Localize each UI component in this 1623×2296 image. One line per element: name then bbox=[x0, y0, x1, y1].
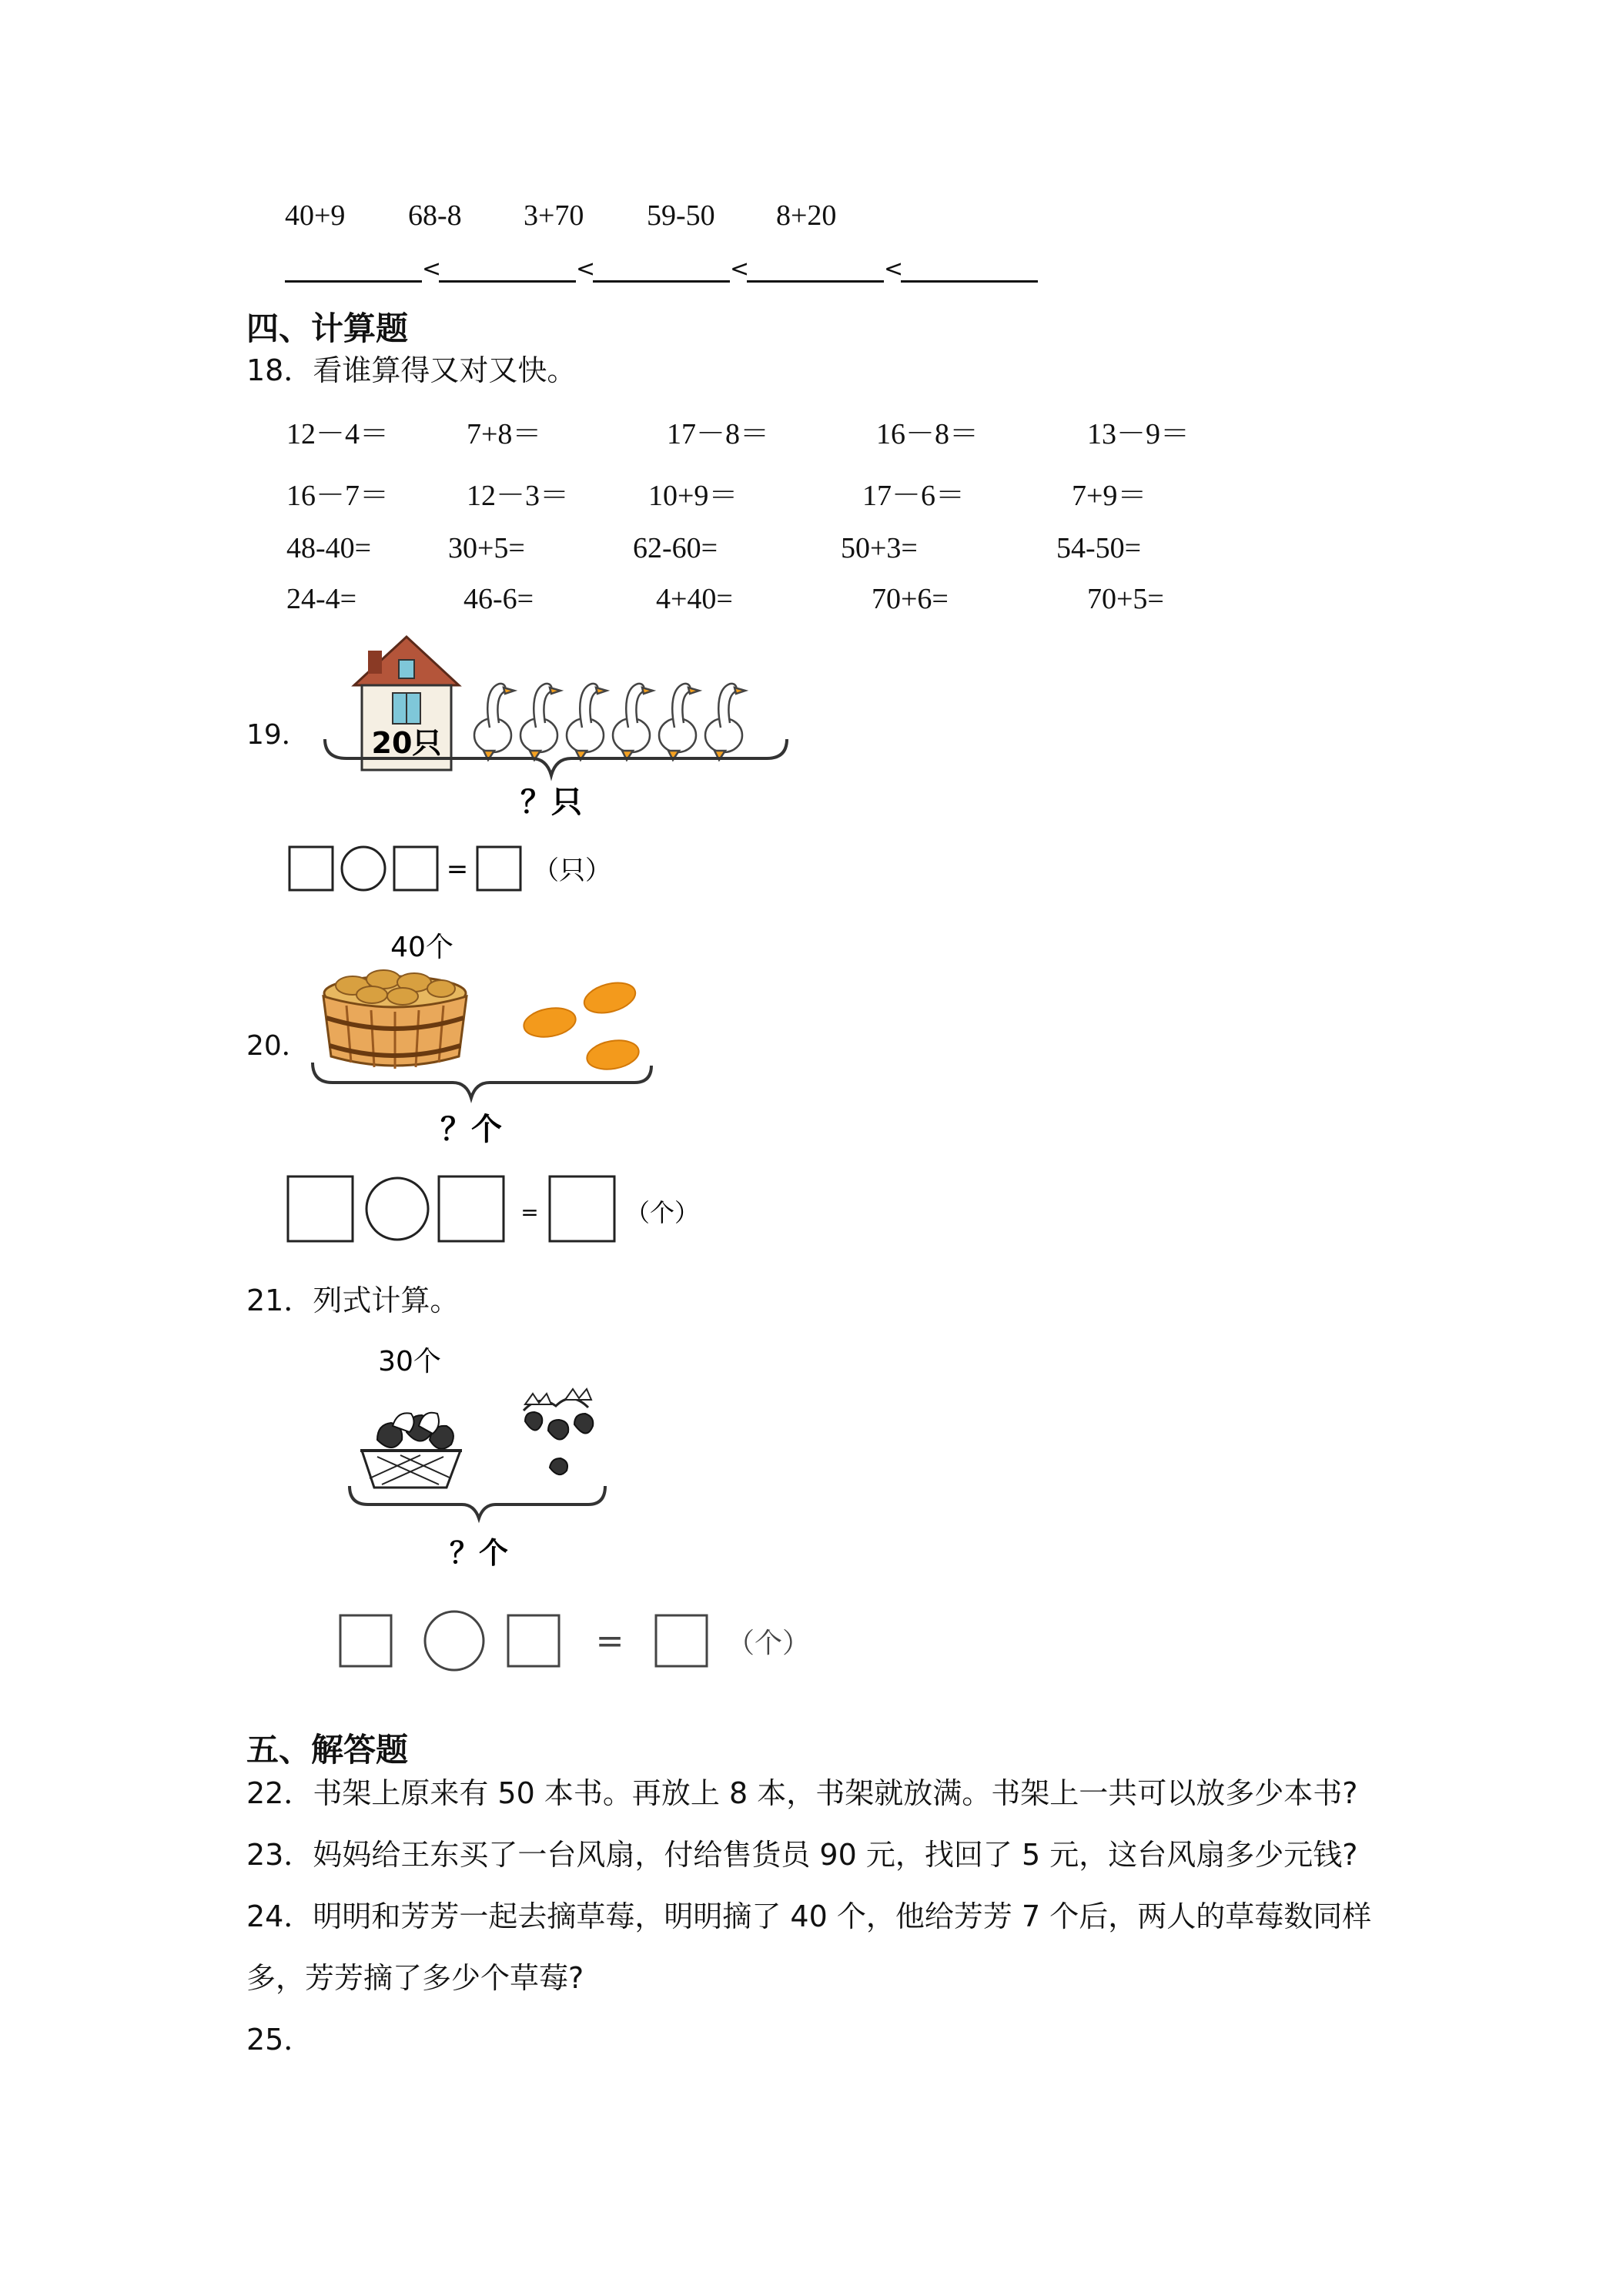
q18-item: 4+40= bbox=[656, 583, 733, 615]
q20-question-label: ？个 bbox=[440, 1112, 502, 1147]
less-than-sign: < bbox=[884, 256, 904, 283]
q23-text: 23．妈妈给王东买了一台风扇，付给售货员 90 元，找回了 5 元，这台风扇多少元钱? bbox=[246, 1838, 1358, 1872]
answer-box[interactable] bbox=[508, 1615, 559, 1666]
answer-box[interactable] bbox=[656, 1615, 707, 1666]
q24-text-line2: 多，芳芳摘了多少个草莓? bbox=[246, 1961, 584, 1995]
mango-icon bbox=[581, 978, 638, 1018]
order-expr-2: 68-8 bbox=[408, 199, 462, 232]
q19-answer-template bbox=[286, 839, 648, 901]
basket-icon bbox=[323, 970, 467, 1069]
operator-circle[interactable] bbox=[425, 1612, 484, 1670]
q18-item: 46-6= bbox=[463, 583, 534, 615]
q18-item: 50+3= bbox=[841, 532, 918, 564]
answer-blank[interactable] bbox=[439, 254, 576, 283]
q18-item: 17－8＝ bbox=[667, 418, 770, 450]
q18-item: 30+5= bbox=[448, 532, 525, 564]
q20-number: 20． bbox=[246, 1030, 310, 1062]
answer-box[interactable] bbox=[477, 847, 520, 890]
mango-icons bbox=[521, 978, 641, 1073]
goose-icons bbox=[474, 684, 745, 760]
q18-label: 18．看谁算得又对又快。 bbox=[246, 353, 577, 387]
q21-figure bbox=[346, 1340, 654, 1594]
q21-question-label: ？个 bbox=[449, 1536, 509, 1570]
q22-text: 22．书架上原来有 50 本书。再放上 8 本，书架就放满。书架上一共可以放多少本书? bbox=[246, 1776, 1358, 1810]
q18-item: 7+8＝ bbox=[467, 418, 542, 450]
answer-box[interactable] bbox=[394, 847, 437, 890]
house-label: 20只 bbox=[371, 726, 442, 760]
q18-item: 24-4= bbox=[286, 583, 357, 615]
answer-box[interactable] bbox=[439, 1176, 504, 1241]
answer-blank[interactable] bbox=[593, 254, 730, 283]
mango-icon bbox=[584, 1036, 641, 1073]
equals-sign: = bbox=[595, 1622, 624, 1661]
equals-sign: = bbox=[446, 854, 469, 885]
equals-sign: = bbox=[520, 1200, 539, 1225]
q18-item: 10+9＝ bbox=[648, 480, 738, 512]
less-than-sign: < bbox=[422, 256, 442, 283]
curly-brace-icon bbox=[350, 1486, 605, 1518]
section-5-title: 五、解答题 bbox=[246, 1731, 409, 1769]
q20-answer-template bbox=[285, 1170, 701, 1255]
strawberry-plant-icon bbox=[524, 1389, 593, 1474]
goose-icon bbox=[705, 684, 745, 760]
order-answer-line bbox=[285, 254, 1038, 283]
q19-number: 19． bbox=[246, 719, 310, 751]
q24-text-line1: 24．明明和芳芳一起去摘草莓，明明摘了 40 个，他给芳芳 7 个后，两人的草莓数同样 bbox=[246, 1899, 1372, 1933]
q18-item: 70+5= bbox=[1087, 583, 1164, 615]
q18-item: 48-40= bbox=[286, 532, 372, 564]
q18-item: 12－4＝ bbox=[286, 418, 390, 450]
unit-label: （个） bbox=[727, 1628, 811, 1659]
answer-box[interactable] bbox=[288, 1176, 353, 1241]
answer-box[interactable] bbox=[289, 847, 333, 890]
goose-icon bbox=[474, 684, 514, 760]
q18-item: 54-50= bbox=[1056, 532, 1142, 564]
order-expr-1: 40+9 bbox=[285, 199, 346, 232]
goose-icon bbox=[520, 684, 561, 760]
less-than-sign: < bbox=[576, 256, 596, 283]
order-expr-4: 59-50 bbox=[647, 199, 715, 232]
unit-label: （只） bbox=[533, 855, 611, 886]
less-than-sign: < bbox=[730, 256, 750, 283]
answer-box[interactable] bbox=[340, 1615, 391, 1666]
section-4-title: 四、计算题 bbox=[246, 310, 409, 347]
strawberry-basket-icon bbox=[360, 1413, 462, 1488]
unit-label: （个） bbox=[625, 1198, 700, 1227]
q18-item: 12－3＝ bbox=[467, 480, 570, 512]
goose-icon bbox=[613, 684, 653, 760]
q18-item: 16－8＝ bbox=[876, 418, 979, 450]
answer-box[interactable] bbox=[550, 1176, 614, 1241]
goose-icon bbox=[567, 684, 607, 760]
order-expr-3: 3+70 bbox=[524, 199, 584, 232]
q18-item: 70+6= bbox=[872, 583, 949, 615]
order-expr-5: 8+20 bbox=[776, 199, 837, 232]
q18-item: 16－7＝ bbox=[286, 480, 390, 512]
q18-item: 7+9＝ bbox=[1072, 480, 1147, 512]
goose-icon bbox=[659, 684, 699, 760]
basket-label: 30个 bbox=[378, 1346, 441, 1377]
q21-answer-template bbox=[333, 1608, 825, 1677]
q18-item: 17－6＝ bbox=[862, 480, 965, 512]
q18-item: 13－9＝ bbox=[1087, 418, 1190, 450]
q20-figure bbox=[306, 924, 661, 1155]
answer-blank[interactable] bbox=[285, 254, 422, 283]
operator-circle[interactable] bbox=[342, 847, 385, 890]
house-icon bbox=[354, 637, 459, 770]
mango-icon bbox=[521, 1004, 577, 1040]
basket-label: 40个 bbox=[390, 932, 453, 963]
answer-blank[interactable] bbox=[901, 254, 1038, 283]
answer-blank[interactable] bbox=[747, 254, 884, 283]
q21-label: 21．列式计算。 bbox=[246, 1284, 460, 1317]
q25-text: 25． bbox=[246, 2023, 313, 2057]
operator-circle[interactable] bbox=[366, 1178, 428, 1240]
q19-question-label: ？只 bbox=[520, 785, 582, 820]
q18-item: 62-60= bbox=[633, 532, 718, 564]
